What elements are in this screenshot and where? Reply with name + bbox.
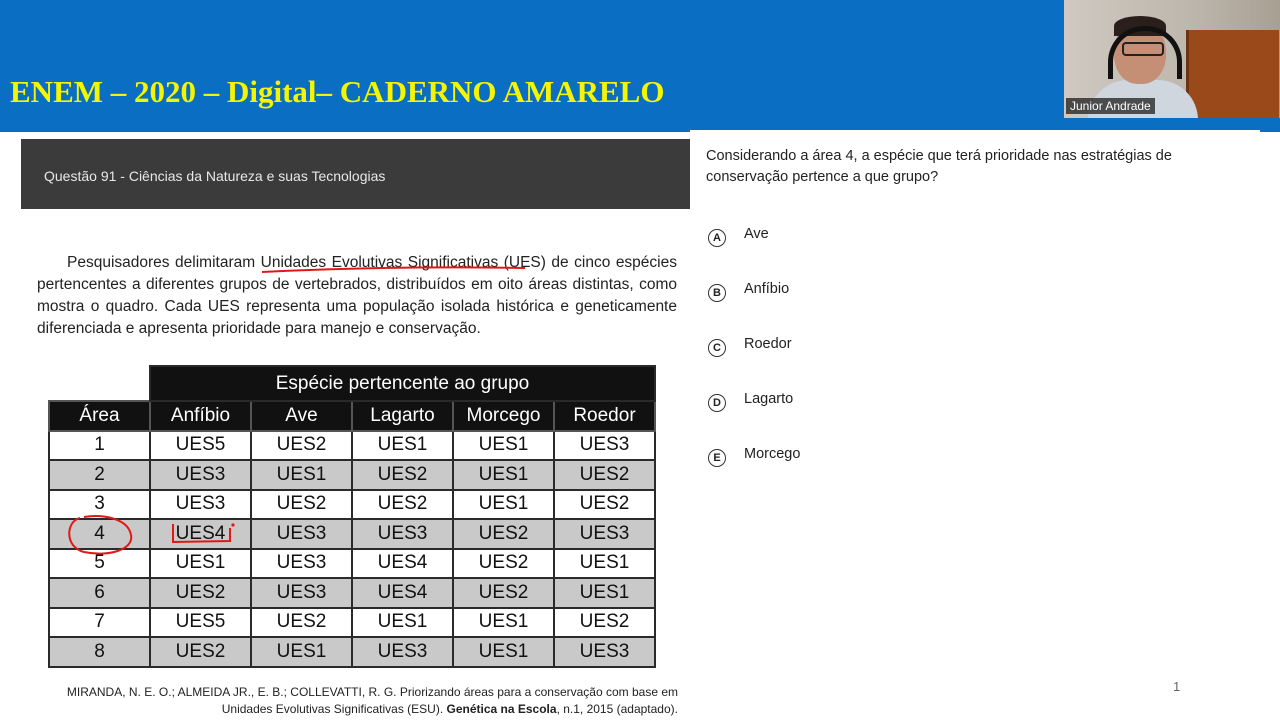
table-cell: UES2: [554, 490, 655, 520]
table-group-header: Espécie pertencente ao grupo: [150, 366, 655, 401]
table-cell: UES1: [352, 431, 453, 461]
video-door: [1186, 30, 1279, 118]
table-cell: UES2: [251, 608, 352, 638]
table-cell: UES1: [150, 549, 251, 579]
table-cell: UES2: [251, 431, 352, 461]
table-cell: UES1: [453, 460, 554, 490]
table-cell: UES1: [453, 490, 554, 520]
answer-option-c[interactable]: [708, 336, 800, 391]
table-cell: UES3: [251, 578, 352, 608]
question-header-label: Questão 91 - Ciências da Natureza e suas Tecnologias: [44, 168, 386, 184]
table-group-header-row: [49, 366, 655, 401]
ues-table: [48, 365, 656, 668]
table-cell: UES4: [150, 519, 251, 549]
column-header-ave: Ave: [251, 401, 352, 431]
answer-option-e[interactable]: [708, 446, 800, 501]
table-cell: 4: [49, 519, 150, 549]
table-cell: UES3: [251, 519, 352, 549]
table-cell: 3: [49, 490, 150, 520]
answer-option-a[interactable]: [708, 226, 800, 281]
table-row: [49, 578, 655, 608]
source-citation: [40, 684, 678, 718]
banner-divider: [690, 130, 1260, 134]
column-header-lagarto: Lagarto: [352, 401, 453, 431]
table-cell: UES2: [453, 578, 554, 608]
column-header-morcego: Morcego: [453, 401, 554, 431]
citation-journal: Genética na Escola: [446, 702, 557, 716]
table-cell: 1: [49, 431, 150, 461]
table-cell: UES3: [251, 549, 352, 579]
table-cell: UES3: [554, 519, 655, 549]
table-cell: 7: [49, 608, 150, 638]
table-row: [49, 431, 655, 461]
citation-text: Unidades Evolutivas Significativas (ESU).: [221, 702, 447, 716]
column-header-area: Área: [49, 401, 150, 431]
table-cell: UES2: [352, 460, 453, 490]
table-cell: UES3: [150, 490, 251, 520]
slide-page-number: 1: [1173, 679, 1181, 694]
option-text: Anfíbio: [744, 281, 790, 297]
table-cell: UES1: [453, 637, 554, 667]
table-row: [49, 460, 655, 490]
table-cell: UES1: [352, 608, 453, 638]
table-cell: 5: [49, 549, 150, 579]
citation-line-1: MIRANDA, N. E. O.; ALMEIDA JR., E. B.; COLLEVATTI, R. G. Priorizando áreas para a conservação com base em: [66, 685, 678, 699]
intro-text-highlight: Unidades Evolutivas Significativas: [260, 254, 499, 271]
intro-text-after: (UES) de cinco espécies pertencentes a diferentes grupos de vertebrados, distribuídos em oito áreas distintas, como mostra o quadro. Cada UES representa uma população isolada histórica e geneticamente diferenciada e apresenta prioridade para manejo e conservação.: [37, 254, 677, 337]
table-cell: UES2: [554, 460, 655, 490]
table-cell: UES3: [554, 431, 655, 461]
table-column-header-row: [49, 401, 655, 431]
table-cell: UES5: [150, 608, 251, 638]
answer-option-b[interactable]: [708, 281, 800, 336]
answer-option-d[interactable]: [708, 391, 800, 446]
table-cell: UES1: [453, 431, 554, 461]
table-cell: UES2: [554, 608, 655, 638]
question-header-bar: [21, 139, 690, 209]
table-cell: UES5: [150, 431, 251, 461]
table-cell: UES1: [554, 578, 655, 608]
option-letter-badge: C: [708, 339, 726, 357]
citation-edition: , n.1, 2015 (adaptado).: [556, 702, 678, 716]
table-cell: UES4: [352, 549, 453, 579]
table-cell: UES2: [453, 549, 554, 579]
participant-video-tile[interactable]: [1064, 0, 1280, 118]
option-letter-badge: A: [708, 229, 726, 247]
option-letter-badge: B: [708, 284, 726, 302]
table-corner-blank: [49, 366, 150, 401]
option-letter-badge: D: [708, 394, 726, 412]
table-cell: UES2: [453, 519, 554, 549]
table-cell: UES2: [150, 637, 251, 667]
table-cell: UES2: [150, 578, 251, 608]
citation-line-2: [40, 701, 678, 718]
table-cell: UES1: [251, 460, 352, 490]
table-cell: 2: [49, 460, 150, 490]
table-cell: UES1: [251, 637, 352, 667]
table-cell: 8: [49, 637, 150, 667]
table-cell: UES2: [251, 490, 352, 520]
intro-paragraph: [37, 252, 677, 340]
glasses-icon: [1122, 42, 1164, 56]
table-row: [49, 549, 655, 579]
table-cell: UES3: [150, 460, 251, 490]
option-text: Roedor: [744, 336, 792, 352]
table-cell: UES3: [352, 519, 453, 549]
question-prompt: Considerando a área 4, a espécie que terá prioridade nas estratégias de conservação pertence a que grupo?: [706, 148, 1172, 185]
intro-text-before: Pesquisadores delimitaram: [67, 254, 261, 271]
table-cell: UES2: [352, 490, 453, 520]
table-cell: UES3: [352, 637, 453, 667]
table-row: [49, 519, 655, 549]
table-row: [49, 608, 655, 638]
table-cell: 6: [49, 578, 150, 608]
option-text: Morcego: [744, 446, 801, 462]
table-cell: UES3: [554, 637, 655, 667]
table-cell: UES1: [453, 608, 554, 638]
table-row: [49, 490, 655, 520]
option-text: Ave: [744, 226, 769, 242]
table-cell: UES4: [352, 578, 453, 608]
column-header-anfibio: Anfíbio: [150, 401, 251, 431]
table-row: [49, 637, 655, 667]
option-text: Lagarto: [744, 391, 794, 407]
option-letter-badge: E: [708, 449, 726, 467]
banner-title: ENEM – 2020 – Digital– CADERNO AMARELO: [10, 74, 665, 109]
column-header-roedor: Roedor: [554, 401, 655, 431]
participant-name-label: Junior Andrade: [1066, 98, 1155, 114]
table-cell: UES1: [554, 549, 655, 579]
answer-options: [708, 226, 800, 501]
